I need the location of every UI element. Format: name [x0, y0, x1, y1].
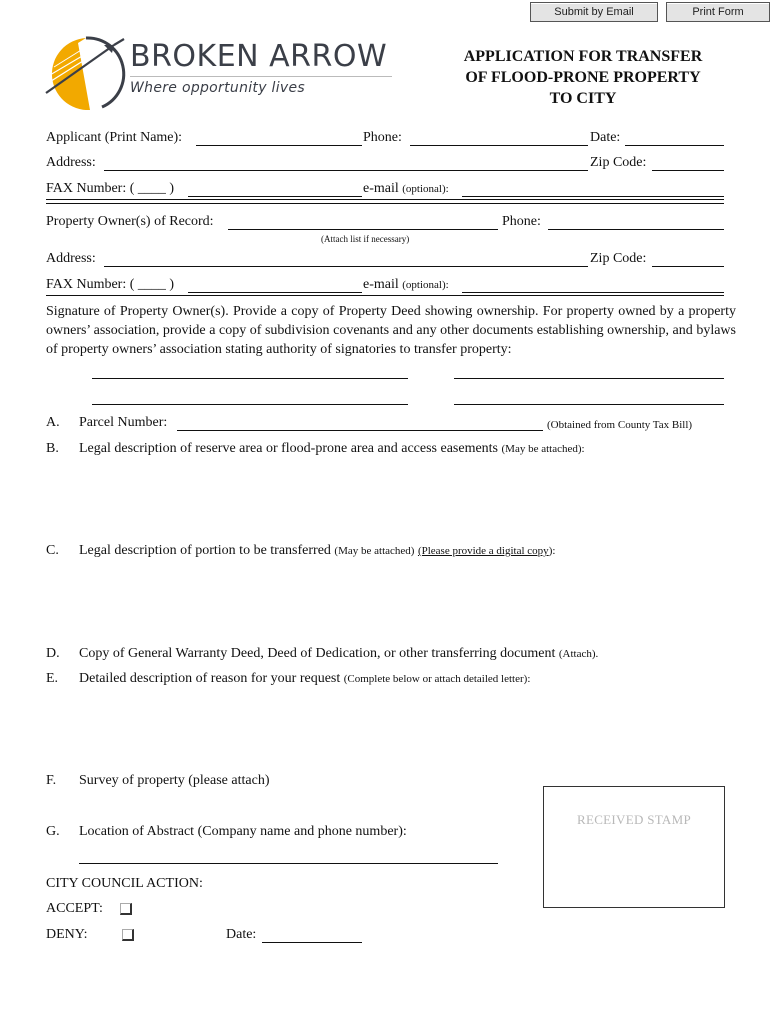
council-date-label: Date:: [226, 927, 257, 942]
signature-instructions: Signature of Property Owner(s). Provide a copy of Property Deed showing ownership. For property owned by a property owners’ association, provide a copy of subdivision covenants and any other documents establishing ownership, and bylaws of property owners’ association stating authority of signatories to transfer property:: [46, 304, 736, 357]
deny-label: DENY:: [46, 927, 88, 942]
applicant-phone-label: Phone:: [363, 130, 402, 145]
applicant-fax-field[interactable]: [188, 196, 362, 197]
item-b-letter: B.: [46, 441, 59, 456]
owner-fax-field[interactable]: [188, 292, 362, 293]
item-g-letter: G.: [46, 824, 60, 839]
owner-attach-note: (Attach list if necessary): [321, 234, 410, 244]
applicant-zip-label: Zip Code:: [590, 155, 647, 170]
signature-line-1[interactable]: [92, 378, 408, 379]
abstract-location-field[interactable]: [79, 863, 498, 864]
item-e-letter: E.: [46, 671, 59, 686]
owner-zip-label: Zip Code:: [590, 251, 647, 266]
applicant-fax-label: FAX Number: ( ____ ): [46, 181, 175, 196]
logo-divider: [130, 76, 392, 77]
owner-email-field[interactable]: [462, 292, 724, 293]
parcel-number-field[interactable]: [177, 430, 543, 431]
accept-checkbox[interactable]: [120, 903, 132, 915]
title-line-2: OF FLOOD-PRONE PROPERTY: [465, 69, 701, 86]
council-heading: CITY COUNCIL ACTION:: [46, 876, 203, 891]
signature-line-3[interactable]: [92, 404, 408, 405]
owner-section-divider: [46, 295, 724, 296]
applicant-email-field[interactable]: [462, 196, 724, 197]
owner-phone-label: Phone:: [502, 214, 541, 229]
submit-by-email-button[interactable]: Submit by Email: [530, 2, 658, 22]
item-f-letter: F.: [46, 773, 57, 788]
applicant-phone-field[interactable]: [410, 145, 588, 146]
item-d-note: (Attach).: [558, 648, 599, 660]
council-date-field[interactable]: [262, 942, 362, 943]
item-a-label: Parcel Number:: [79, 415, 168, 430]
owner-record-label: Property Owner(s) of Record:: [46, 214, 214, 229]
logo-tagline: Where opportunity lives: [130, 80, 306, 96]
owner-zip-field[interactable]: [652, 266, 724, 267]
item-c-digital-copy-note: (Please provide a digital copy: [417, 545, 549, 557]
item-a-note: (Obtained from County Tax Bill): [547, 419, 693, 431]
signature-line-2[interactable]: [454, 378, 724, 379]
applicant-zip-field[interactable]: [652, 170, 724, 171]
item-c-note: (May be attached): [334, 545, 415, 557]
item-c-note-end: ):: [548, 545, 556, 557]
owner-email-word: e-mail: [363, 277, 399, 292]
owner-email-label: [363, 277, 449, 293]
broken-arrow-logo-icon: [42, 35, 132, 113]
item-c-label: [79, 543, 555, 559]
received-stamp-label: RECEIVED STAMP: [576, 812, 692, 827]
item-c-text: Legal description of portion to be transferred: [79, 543, 331, 558]
item-b-note: (May be attached):: [501, 443, 585, 455]
item-e-note: (Complete below or attach detailed letter):: [343, 673, 531, 685]
applicant-email-optional: (optional):: [402, 183, 449, 195]
item-e-label: [79, 671, 530, 687]
item-d-text: Copy of General Warranty Deed, Deed of Dedication, or other transferring document: [79, 646, 556, 661]
signature-line-4[interactable]: [454, 404, 724, 405]
applicant-email-label: [363, 181, 449, 197]
owner-address-label: Address:: [46, 251, 96, 266]
form-title: [445, 46, 721, 109]
owner-fax-label: FAX Number: ( ____ ): [46, 277, 175, 292]
title-line-3: TO CITY: [549, 90, 617, 107]
section-divider: [46, 199, 724, 204]
item-f-label: Survey of property (please attach): [79, 773, 270, 788]
applicant-address-label: Address:: [46, 155, 96, 170]
applicant-date-label: Date:: [590, 130, 621, 145]
owner-phone-field[interactable]: [548, 229, 724, 230]
item-d-letter: D.: [46, 646, 60, 661]
applicant-address-field[interactable]: [104, 170, 588, 171]
deny-checkbox[interactable]: [122, 929, 134, 941]
item-d-label: [79, 646, 598, 662]
applicant-name-field[interactable]: [196, 145, 362, 146]
title-line-1: APPLICATION FOR TRANSFER: [463, 48, 703, 65]
item-e-text: Detailed description of reason for your request: [79, 671, 341, 686]
item-g-label: Location of Abstract (Company name and phone number):: [79, 824, 407, 839]
owner-email-optional: (optional):: [402, 279, 449, 291]
accept-label: ACCEPT:: [46, 901, 103, 916]
item-c-letter: C.: [46, 543, 59, 558]
print-form-button[interactable]: Print Form: [666, 2, 770, 22]
item-b-label: [79, 441, 585, 457]
item-a-letter: A.: [46, 415, 60, 430]
applicant-email-word: e-mail: [363, 181, 399, 196]
owner-address-field[interactable]: [104, 266, 588, 267]
logo-name: BROKEN ARROW: [130, 39, 388, 74]
owner-record-field[interactable]: [228, 229, 498, 230]
received-stamp-box: [543, 786, 725, 908]
item-b-text: Legal description of reserve area or flood-prone area and access easements: [79, 441, 499, 456]
applicant-name-label: Applicant (Print Name):: [46, 130, 183, 145]
applicant-date-field[interactable]: [625, 145, 724, 146]
